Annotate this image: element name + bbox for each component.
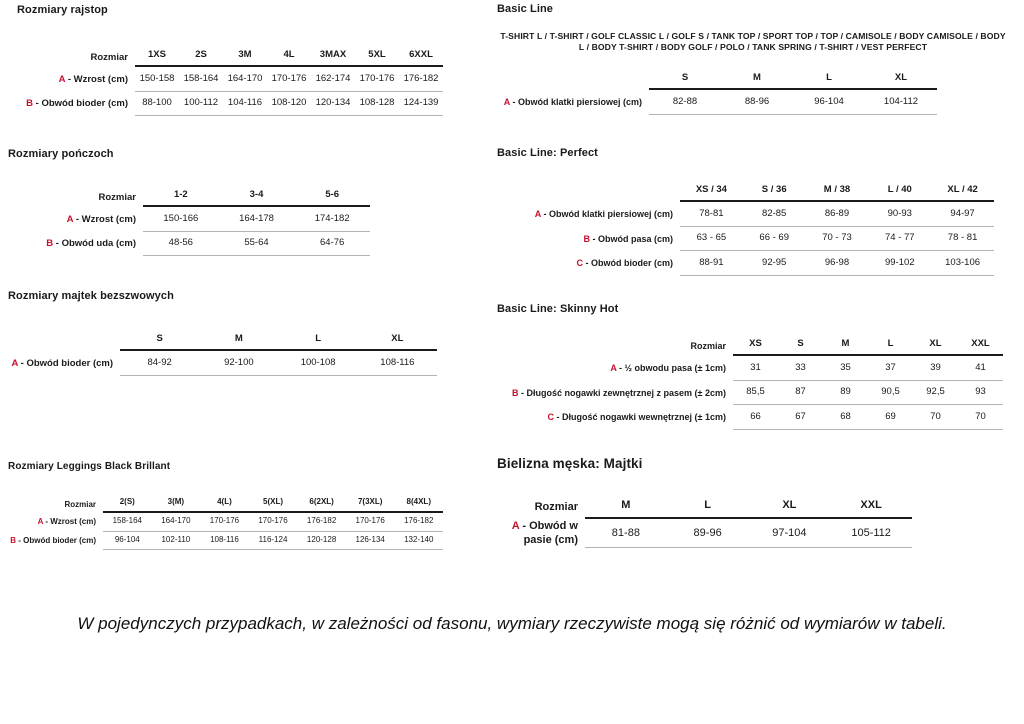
row-letter: B bbox=[583, 233, 590, 244]
size-column-label: Rozmiar bbox=[690, 340, 726, 351]
row-label: C - Długość nogawki wewnętrznej (± 1cm) bbox=[547, 412, 726, 423]
value-cell: 63 - 65 bbox=[696, 232, 727, 244]
value-cell: 103-106 bbox=[945, 256, 981, 268]
value-cell: 86-89 bbox=[824, 207, 850, 219]
table-header-row bbox=[497, 70, 937, 90]
size-table-perfect bbox=[497, 182, 994, 276]
value-cell: 162-174 bbox=[315, 72, 351, 84]
value-cell: 97-104 bbox=[772, 527, 807, 540]
row-letter: C bbox=[576, 258, 583, 269]
row-letter: A bbox=[503, 97, 510, 108]
value-cell: 74 - 77 bbox=[885, 232, 915, 244]
value-cell: 68 bbox=[840, 410, 851, 422]
value-cell: 85,5 bbox=[746, 386, 765, 398]
section-title: Basic Line: Skinny Hot bbox=[497, 303, 619, 315]
section-bielizna-meska-majtki bbox=[497, 456, 912, 548]
column-header: 3-4 bbox=[249, 189, 264, 200]
row-cells bbox=[143, 207, 370, 231]
header-cells bbox=[143, 187, 370, 207]
row-letter: B bbox=[10, 536, 16, 546]
row-letter: B bbox=[512, 387, 519, 398]
value-cell: 90-93 bbox=[887, 207, 912, 219]
section-rozmiary-ponczoch bbox=[8, 148, 370, 256]
table-header-row bbox=[8, 187, 370, 207]
table-header-row bbox=[8, 496, 443, 513]
row-letter: A bbox=[610, 363, 617, 374]
row-label: A - Wzrost (cm) bbox=[37, 517, 96, 527]
column-header: 6XXL bbox=[409, 49, 433, 60]
value-cell: 176-182 bbox=[404, 516, 434, 526]
value-cell: 164-178 bbox=[239, 212, 274, 224]
column-header: L bbox=[826, 72, 832, 83]
row-cells bbox=[143, 232, 370, 256]
row-letter: B bbox=[26, 98, 33, 110]
value-cell: 108-116 bbox=[210, 535, 239, 545]
value-cell: 94-97 bbox=[950, 207, 975, 219]
value-cell: 90,5 bbox=[881, 386, 900, 398]
row-cells bbox=[135, 92, 443, 116]
column-header: L bbox=[704, 499, 711, 511]
column-header: M bbox=[234, 333, 243, 344]
row-label: A - Wzrost (cm) bbox=[58, 73, 128, 85]
size-column-label: Rozmiar bbox=[64, 499, 96, 509]
header-cells bbox=[733, 336, 1003, 356]
value-cell: 92,5 bbox=[926, 386, 945, 398]
value-cell: 89 bbox=[840, 386, 851, 398]
table-row bbox=[8, 207, 370, 231]
table-header-row bbox=[497, 496, 912, 519]
column-header: 2(S) bbox=[119, 497, 135, 506]
column-header: 1XS bbox=[148, 49, 166, 60]
value-cell: 120-128 bbox=[306, 535, 337, 545]
product-list: T-SHIRT L / T-SHIRT / GOLF CLASSIC L / GOLF S / TANK TOP / SPORT TOP / TOP / CAMISOLE / BODY CAMISOLE / BODY L / BODY T-SHIRT / BODY GOLF / POLO / TANK SPRING / T-SHIRT / VEST PERFECT bbox=[500, 31, 1006, 52]
column-header: XL bbox=[391, 333, 404, 344]
value-cell: 41 bbox=[975, 361, 986, 373]
row-cells bbox=[585, 519, 912, 548]
table-row bbox=[8, 92, 443, 116]
row-letter: A bbox=[534, 209, 541, 220]
column-header: 4L bbox=[283, 49, 295, 60]
value-cell: 100-112 bbox=[183, 97, 219, 109]
value-cell: 39 bbox=[930, 361, 941, 373]
value-cell: 108-120 bbox=[271, 97, 307, 109]
value-cell: 104-112 bbox=[883, 95, 919, 107]
table-header-row bbox=[8, 47, 443, 67]
column-header: 5XL bbox=[368, 49, 386, 60]
value-cell: 82-88 bbox=[672, 95, 698, 107]
column-header: XXL bbox=[971, 338, 990, 349]
row-letter: A bbox=[66, 213, 74, 225]
column-header: 5-6 bbox=[325, 189, 340, 200]
section-title: Rozmiary Leggings Black Brillant bbox=[8, 461, 171, 472]
column-header: S bbox=[681, 72, 689, 83]
row-label: A - ½ obwodu pasa (± 1cm) bbox=[610, 363, 726, 374]
column-header: 1-2 bbox=[173, 189, 188, 200]
table-row bbox=[497, 202, 994, 226]
value-cell: 88-96 bbox=[744, 95, 770, 107]
row-letter: C bbox=[547, 412, 555, 423]
value-cell: 174-182 bbox=[314, 212, 350, 224]
section-title: Rozmiary rajstop bbox=[17, 4, 108, 16]
section-basic-line-skinny-hot bbox=[497, 303, 1003, 430]
size-table-majtki-meskie bbox=[497, 496, 912, 548]
size-column-label: Rozmiar bbox=[534, 500, 578, 513]
row-letter: B bbox=[46, 238, 54, 250]
row-label: A - Wzrost (cm) bbox=[66, 213, 136, 225]
value-cell: 78 - 81 bbox=[947, 232, 978, 244]
value-cell: 150-166 bbox=[163, 212, 199, 224]
table-row bbox=[497, 227, 994, 251]
size-table-skinny-hot bbox=[497, 336, 1003, 430]
value-cell: 100-108 bbox=[300, 356, 336, 368]
value-cell: 176-182 bbox=[403, 72, 439, 84]
column-header: XS / 34 bbox=[695, 184, 727, 195]
value-cell: 67 bbox=[795, 410, 806, 422]
table-row bbox=[8, 232, 370, 256]
value-cell: 70 bbox=[930, 410, 941, 422]
value-cell: 89-96 bbox=[693, 527, 722, 540]
table-row bbox=[8, 513, 443, 532]
row-cells bbox=[649, 90, 937, 114]
header-cells bbox=[585, 496, 912, 519]
size-table-leggings bbox=[8, 496, 443, 550]
row-label: B - Obwód bioder (cm) bbox=[10, 536, 96, 546]
column-header: M / 38 bbox=[823, 184, 851, 195]
table-row bbox=[8, 67, 443, 91]
row-cells bbox=[120, 351, 437, 375]
row-cells bbox=[680, 202, 994, 226]
column-header: M bbox=[841, 338, 850, 349]
size-table-majtek-bezszwowych bbox=[8, 331, 437, 376]
value-cell: 126-134 bbox=[355, 535, 385, 545]
header-cells bbox=[135, 47, 443, 67]
column-header: 6(2XL) bbox=[309, 497, 334, 506]
column-header: XL / 42 bbox=[947, 184, 978, 195]
column-header: S bbox=[797, 338, 804, 349]
value-cell: 105-112 bbox=[851, 527, 891, 540]
row-cells bbox=[733, 356, 1003, 380]
value-cell: 37 bbox=[885, 361, 896, 373]
value-cell: 92-100 bbox=[224, 356, 254, 368]
size-table-rajstop bbox=[8, 47, 443, 116]
row-letter: A bbox=[37, 517, 44, 527]
column-header: 3M bbox=[238, 49, 252, 60]
value-cell: 170-176 bbox=[209, 516, 240, 526]
value-cell: 88-91 bbox=[699, 256, 724, 268]
column-header: S / 36 bbox=[761, 184, 787, 195]
section-title: Basic Line: Perfect bbox=[497, 147, 598, 159]
value-cell: 69 bbox=[885, 410, 896, 422]
value-cell: 170-176 bbox=[359, 72, 395, 84]
value-cell: 33 bbox=[795, 361, 806, 373]
row-cells bbox=[680, 227, 994, 251]
value-cell: 96-98 bbox=[824, 256, 850, 268]
value-cell: 55-64 bbox=[244, 237, 269, 249]
value-cell: 176-182 bbox=[306, 516, 337, 526]
column-header: XL bbox=[894, 72, 908, 83]
row-label: B - Obwód uda (cm) bbox=[46, 238, 136, 250]
value-cell: 66 - 69 bbox=[759, 232, 789, 244]
size-table-basic-line bbox=[497, 70, 937, 115]
row-letter: A bbox=[11, 357, 18, 369]
row-cells bbox=[733, 381, 1003, 405]
value-cell: 150-158 bbox=[139, 72, 175, 84]
row-label: A - Obwód w pasie (cm) bbox=[511, 520, 578, 546]
table-header-row bbox=[8, 331, 437, 351]
section-title: Basic Line bbox=[497, 3, 554, 15]
column-header: S bbox=[156, 333, 163, 344]
value-cell: 78-81 bbox=[699, 207, 724, 219]
value-cell: 104-116 bbox=[227, 97, 263, 109]
table-header-row bbox=[497, 182, 994, 202]
column-header: XXL bbox=[860, 499, 882, 511]
value-cell: 87 bbox=[795, 386, 806, 398]
value-cell: 164-170 bbox=[227, 72, 263, 84]
table-header-row bbox=[497, 336, 1003, 356]
row-cells bbox=[733, 405, 1003, 429]
footnote: W pojedynczych przypadkach, w zależności od fasonu, wymiary rzeczywiste mogą się różnić od wymiarów w tabeli. bbox=[77, 614, 947, 633]
size-table-ponczoch bbox=[8, 187, 370, 256]
row-label: B - Obwód pasa (cm) bbox=[583, 233, 673, 244]
table-row bbox=[497, 381, 1003, 405]
value-cell: 70 - 73 bbox=[822, 232, 852, 244]
value-cell: 108-116 bbox=[380, 356, 415, 368]
value-cell: 170-176 bbox=[355, 516, 385, 526]
column-header: 2S bbox=[195, 49, 207, 60]
section-basic-line bbox=[497, 3, 1009, 115]
row-label: A - Obwód klatki piersiowej (cm) bbox=[534, 209, 673, 220]
table-row bbox=[497, 356, 1003, 380]
row-cells bbox=[135, 67, 443, 91]
value-cell: 82-85 bbox=[762, 207, 787, 219]
value-cell: 158-164 bbox=[112, 516, 142, 526]
column-header: 8(4XL) bbox=[406, 497, 431, 506]
value-cell: 31 bbox=[750, 361, 761, 373]
row-label: B - Długość nogawki zewnętrznej z pasem (± 2cm) bbox=[512, 387, 726, 398]
column-header: M bbox=[621, 499, 631, 511]
value-cell: 64-76 bbox=[320, 237, 345, 249]
value-cell: 35 bbox=[840, 361, 851, 373]
value-cell: 93 bbox=[975, 386, 986, 398]
size-column-label: Rozmiar bbox=[90, 51, 128, 63]
value-cell: 70 bbox=[975, 410, 986, 422]
table-row bbox=[497, 405, 1003, 429]
section-rozmiary-majtek-bezszwowych bbox=[8, 290, 437, 376]
row-cells bbox=[680, 251, 994, 275]
table-row bbox=[8, 532, 443, 551]
value-cell: 170-176 bbox=[271, 72, 307, 84]
table-row bbox=[8, 351, 437, 375]
column-header: XL bbox=[929, 338, 942, 349]
value-cell: 84-92 bbox=[147, 356, 172, 368]
section-title: Rozmiary majtek bezszwowych bbox=[8, 290, 174, 302]
value-cell: 48-56 bbox=[168, 237, 193, 249]
header-cells bbox=[120, 331, 437, 351]
value-cell: 132-140 bbox=[404, 535, 434, 545]
value-cell: 88-100 bbox=[142, 97, 172, 109]
column-header: L bbox=[315, 333, 322, 344]
value-cell: 108-128 bbox=[359, 97, 395, 109]
column-header: XS bbox=[749, 338, 762, 349]
row-label: B - Obwód bioder (cm) bbox=[26, 98, 128, 110]
column-header: 5(XL) bbox=[263, 497, 284, 506]
value-cell: 124-139 bbox=[403, 97, 439, 109]
row-letter: A bbox=[58, 73, 66, 85]
table-row bbox=[497, 251, 994, 275]
value-cell: 92-95 bbox=[762, 256, 787, 268]
value-cell: 120-134 bbox=[315, 97, 351, 109]
column-header: XL bbox=[782, 499, 797, 511]
section-title: Rozmiary pończoch bbox=[8, 148, 114, 160]
header-cells bbox=[649, 70, 937, 90]
value-cell: 158-164 bbox=[183, 72, 219, 84]
value-cell: 116-124 bbox=[258, 535, 288, 545]
row-label: C - Obwód bioder (cm) bbox=[576, 258, 673, 269]
value-cell: 81-88 bbox=[611, 527, 640, 540]
value-cell: 99-102 bbox=[884, 256, 915, 268]
section-title: Bielizna męska: Majtki bbox=[497, 456, 643, 471]
value-cell: 96-104 bbox=[814, 95, 844, 107]
row-cells bbox=[103, 513, 443, 532]
column-header: L bbox=[887, 338, 894, 349]
value-cell: 164-170 bbox=[161, 516, 191, 526]
size-column-label: Rozmiar bbox=[98, 191, 136, 203]
section-rozmiary-rajstop bbox=[8, 4, 443, 116]
section-rozmiary-leggings bbox=[8, 461, 443, 550]
table-row bbox=[497, 519, 912, 548]
column-header: 3(M) bbox=[167, 497, 185, 506]
table-row bbox=[497, 90, 937, 114]
row-label: A - Obwód klatki piersiowej (cm) bbox=[503, 97, 642, 108]
column-header: 3MAX bbox=[319, 49, 347, 60]
row-letter: A bbox=[511, 520, 520, 533]
value-cell: 102-110 bbox=[161, 535, 191, 545]
column-header: M bbox=[753, 72, 761, 83]
column-header: 4(L) bbox=[217, 497, 232, 506]
row-cells bbox=[103, 532, 443, 551]
column-header: L / 40 bbox=[887, 184, 912, 195]
section-basic-line-perfect bbox=[497, 147, 994, 276]
header-cells bbox=[103, 496, 443, 513]
row-label: A - Obwód bioder (cm) bbox=[11, 357, 113, 369]
value-cell: 170-176 bbox=[258, 516, 288, 526]
header-cells bbox=[680, 182, 994, 202]
value-cell: 96-104 bbox=[114, 535, 140, 545]
column-header: 7(3XL) bbox=[357, 497, 383, 506]
value-cell: 66 bbox=[750, 410, 761, 422]
